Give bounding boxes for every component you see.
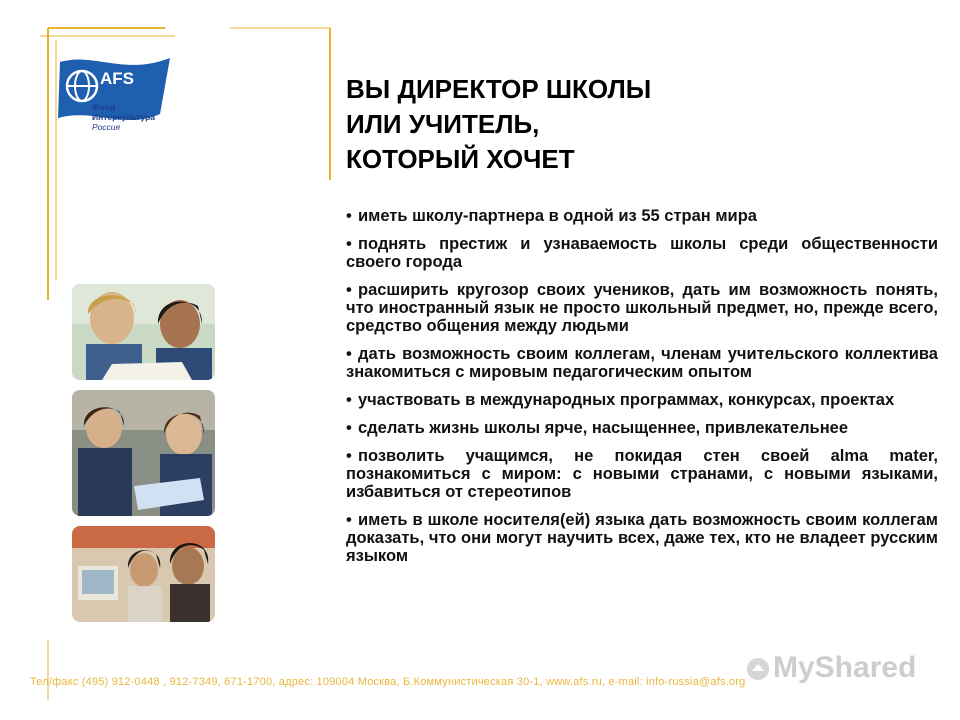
- logo-line-3: Россия: [92, 122, 121, 132]
- list-item: • расширить кругозор своих учеников, дать им возможность понять, что иностранный язык не просто школьный предмет, но, прежде всего, средство общения между людьми: [346, 281, 938, 335]
- list-item: • дать возможность своим коллегам, членам учительского коллектива знакомиться с мировым педагогическим опытом: [346, 345, 938, 381]
- bullet-list: [346, 207, 938, 575]
- afs-logo: [54, 44, 184, 154]
- photo-classroom-students: [72, 390, 215, 516]
- watermark-icon: [745, 656, 771, 682]
- title-line-2: ИЛИ УЧИТЕЛЬ,: [346, 109, 540, 139]
- list-item: • иметь в школе носителя(ей) языка дать возможность своим коллегам доказать, что они могут научить всех, даже тех, кто не владеет русским языком: [346, 511, 938, 565]
- logo-line-1: Фонд: [92, 102, 115, 112]
- list-item: • иметь школу-партнера в одной из 55 стран мира: [346, 207, 757, 225]
- list-item: • сделать жизнь школы ярче, насыщеннее, привлекательнее: [346, 419, 849, 437]
- list-item: • позволить учащимся, не покидая стен своей alma mater, познакомиться с миром: с новыми странами, с новыми языками, избавиться от стереотипов: [346, 447, 938, 501]
- page-title: [346, 72, 846, 177]
- logo-text: [92, 102, 155, 132]
- logo-line-2: Интеркультура: [92, 112, 155, 122]
- footer-contact: Тел/факс (495) 912-0448 , 912-7349, 671-1700, адрес: 109004 Москва, Б.Коммунистическая 30-1, www.afs.ru, e-mail: info-russia@afs.org: [30, 676, 746, 688]
- list-item: • поднять престиж и узнаваемость школы среди общественности своего города: [346, 235, 938, 271]
- photo-students-writing: [72, 284, 215, 380]
- logo-brand: AFS: [100, 69, 134, 88]
- title-line-3: КОТОРЫЙ ХОЧЕТ: [346, 144, 575, 174]
- list-item: • участвовать в международных программах, конкурсах, проектах: [346, 391, 895, 409]
- photo-computer-students: [72, 526, 215, 622]
- title-line-1: ВЫ ДИРЕКТОР ШКОЛЫ: [346, 74, 652, 104]
- watermark-text: MyShared: [773, 651, 917, 684]
